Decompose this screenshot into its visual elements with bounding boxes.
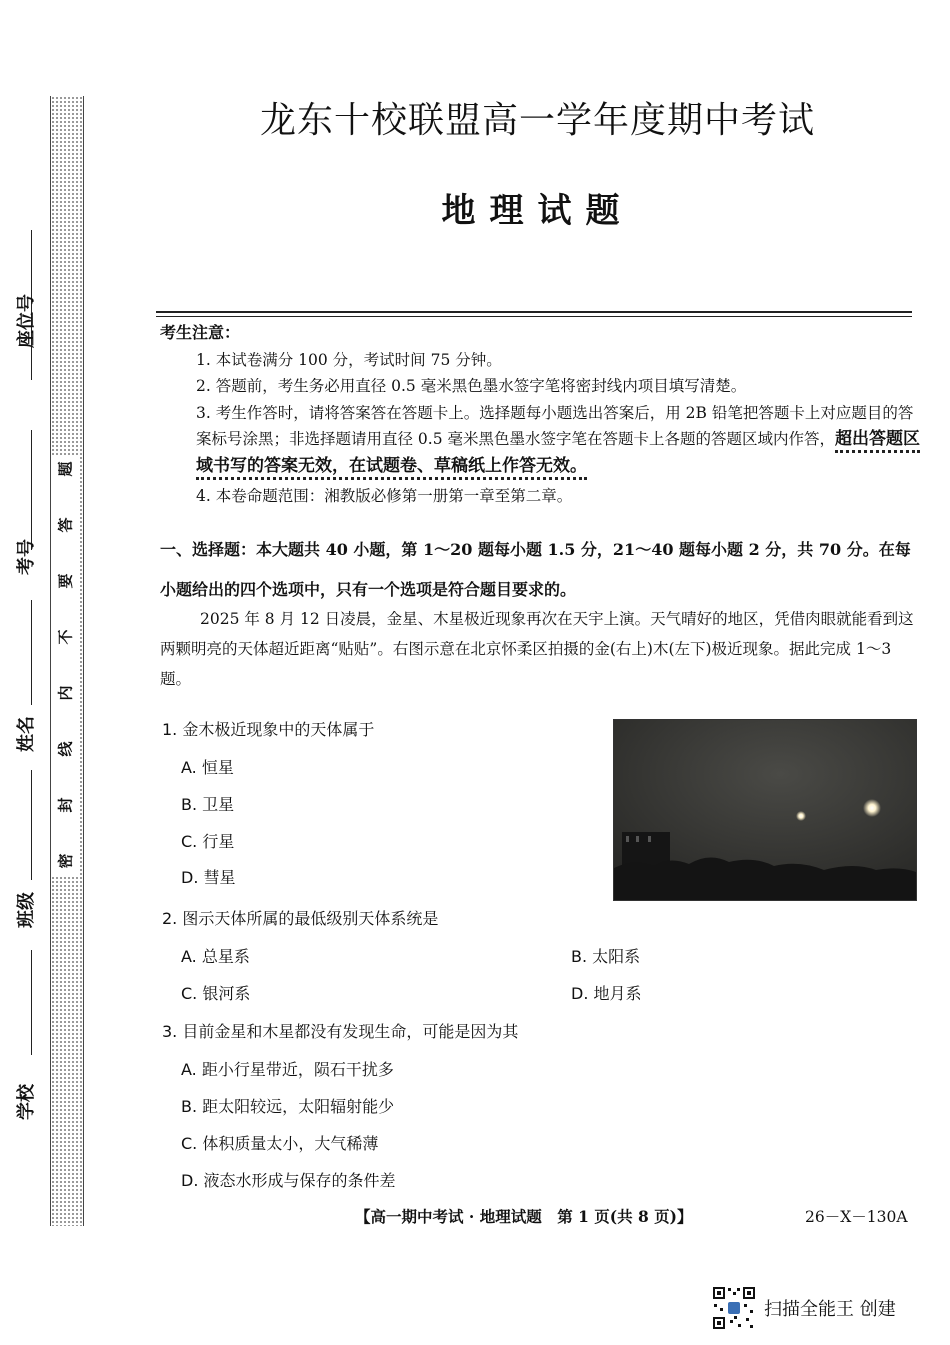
- option: A. 距小行星带近，陨石干扰多: [181, 1060, 394, 1079]
- question-stem: 3. 目前金星和木星都没有发现生命，可能是因为其: [162, 1022, 519, 1041]
- seal-char: 内: [56, 685, 75, 701]
- question-stem: 2. 图示天体所属的最低级别天体系统是: [162, 909, 439, 928]
- jupiter-dot: [796, 811, 806, 821]
- seal-char: 线: [56, 741, 75, 757]
- option: D. 地月系: [571, 984, 642, 1003]
- option: B. 太阳系: [571, 947, 641, 966]
- notice-emphasis: 超出答题区域书写的答案无效，在试题卷、草稿纸上作答无效。: [196, 429, 920, 480]
- scanner-watermark: [712, 1286, 896, 1330]
- option: D. 彗星: [181, 868, 236, 887]
- field-label: 座位号: [16, 294, 37, 348]
- footer-code: 26－X－130A: [805, 1208, 908, 1226]
- notice-box: [160, 320, 920, 510]
- section-heading: 一、选择题：本大题共 40 小题，第 1～20 题每小题 1.5 分，21～40 题每小题 2 分，共 70 分。在每小题给出的四个选项中，只有一个选项是符合题目要求的。: [160, 540, 911, 599]
- subject-title: 地理试题: [441, 191, 634, 231]
- field-label: 考号: [16, 539, 37, 575]
- option: D. 液态水形成与保存的条件差: [181, 1171, 396, 1190]
- footer-page-info: 【高一期中考试 · 地理试题 第 1 页(共 8 页)】: [355, 1207, 693, 1226]
- option: C. 行星: [181, 832, 235, 851]
- exam-title: 龙东十校联盟高一学年度期中考试: [259, 100, 815, 141]
- option: B. 距太阳较远，太阳辐射能少: [181, 1097, 395, 1116]
- seal-char: 不: [56, 629, 75, 645]
- notice-heading: 考生注意：: [160, 323, 241, 342]
- seal-char: 密: [56, 853, 75, 869]
- divider: [156, 316, 912, 317]
- watermark-text: 扫描全能王 创建: [764, 1299, 896, 1320]
- option: A. 恒星: [181, 758, 234, 777]
- divider: [156, 311, 912, 313]
- notice-item: 4. 本卷命题范围：湘教版必修第一册第一章至第二章。: [196, 487, 573, 505]
- seal-char: 封: [56, 797, 75, 813]
- seal-line-notice: [52, 455, 80, 875]
- notice-item-text: 3. 考生作答时，请将答案答在答题卡上。选择题每小题选出答案后，用 2B 铅笔把答题卡上对应题目的答案标号涂黑；非选择题请用直径 0.5 毫米黑色墨水签字笔在答题卡上各题的答题区域内作答，: [196, 403, 914, 448]
- seal-char: 答: [56, 517, 75, 533]
- option: A. 总星系: [181, 947, 250, 966]
- material-text: 2025 年 8 月 12 日凌晨，金星、木星极近现象再次在天宇上演。天气晴好的地区，凭借肉眼就能看到这两颗明亮的天体超近距离“贴贴”。右图示意在北京怀柔区拍摄的金(右上)木(左下)极近现象。据此完成 1～3 题。: [160, 610, 914, 688]
- field-label: 班级: [16, 892, 37, 928]
- option: B. 卫星: [181, 795, 235, 814]
- notice-item: [160, 400, 920, 480]
- option: C. 银河系: [181, 984, 251, 1003]
- option: C. 体积质量太小，大气稀薄: [181, 1134, 379, 1153]
- seal-char: 要: [56, 573, 75, 589]
- seal-char: 题: [56, 461, 75, 477]
- venus-jupiter-photo: [613, 719, 917, 901]
- field-label: 姓名: [16, 716, 37, 752]
- qr-code-icon: [712, 1286, 756, 1330]
- question-stem: 1. 金木极近现象中的天体属于: [162, 720, 375, 739]
- notice-item: 1. 本试卷满分 100 分，考试时间 75 分钟。: [196, 350, 502, 369]
- notice-item: 2. 答题前，考生务必用直径 0.5 毫米黑色墨水签字笔将密封线内项目填写清楚。: [196, 377, 747, 395]
- field-label: 学校: [16, 1084, 37, 1120]
- venus-dot: [863, 799, 881, 817]
- night-sky-image: [614, 720, 916, 900]
